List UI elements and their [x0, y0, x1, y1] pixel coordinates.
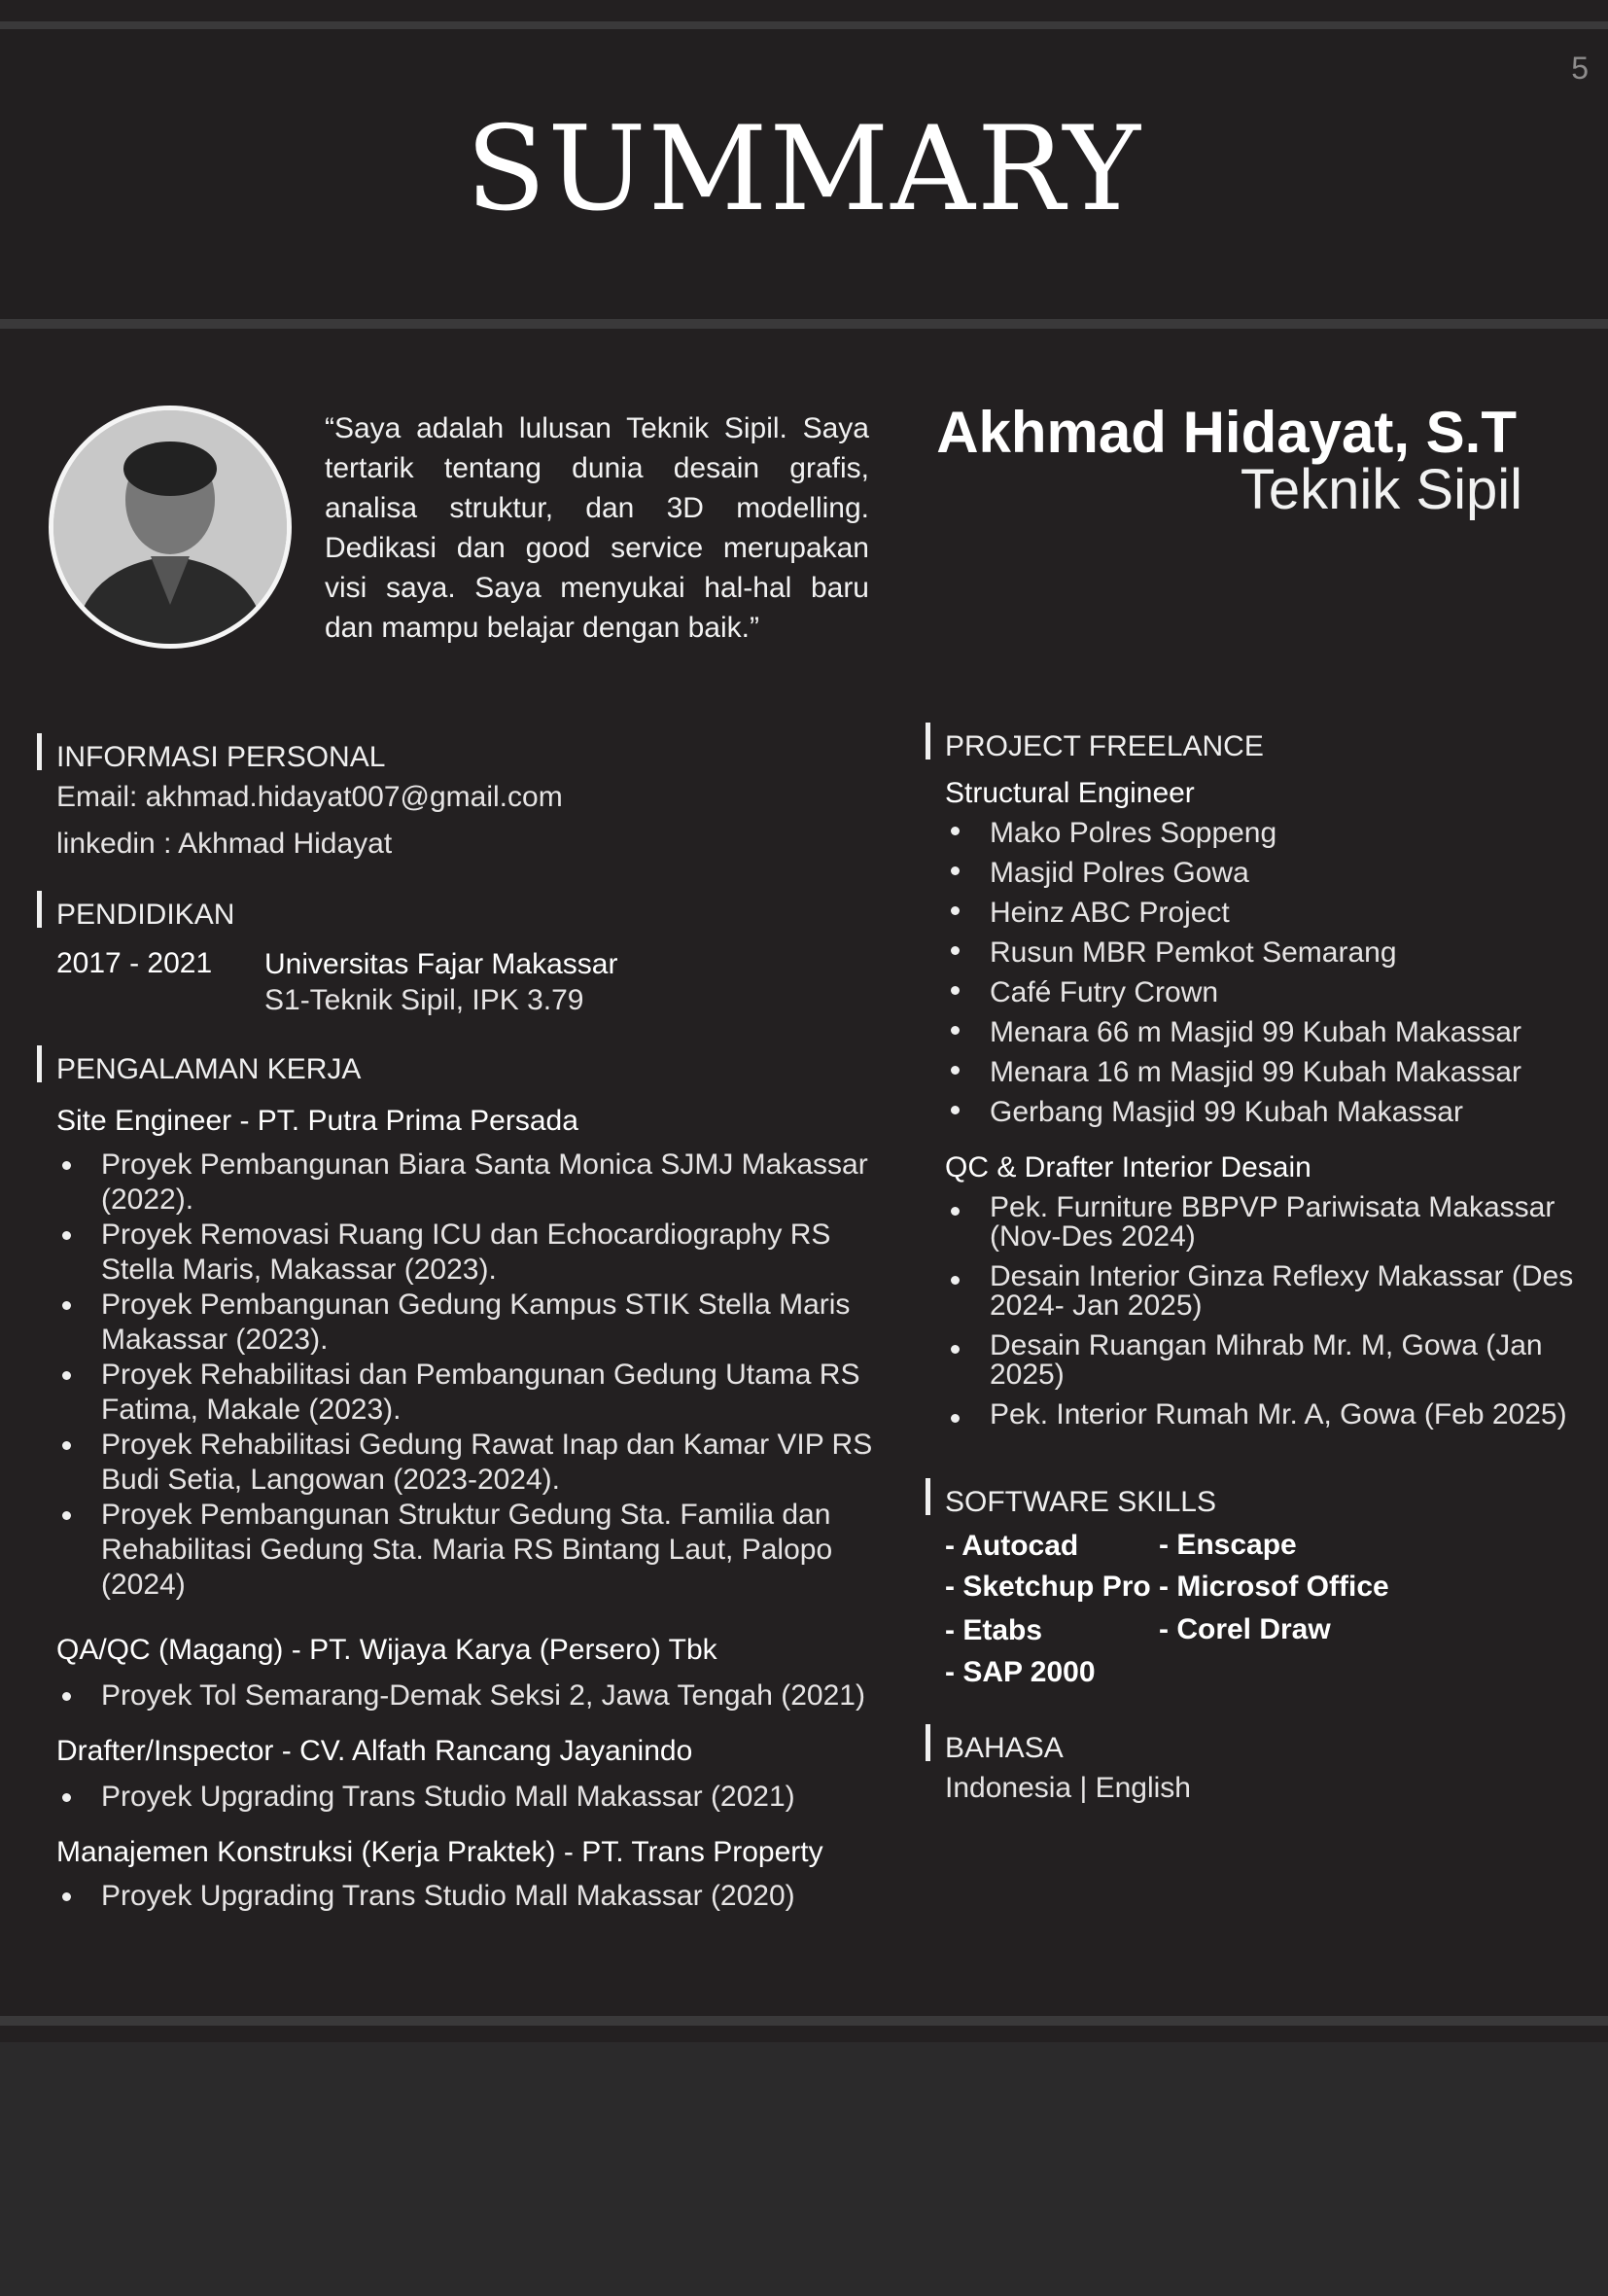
list-item: Menara 66 m Masjid 99 Kubah Makassar: [945, 1012, 1521, 1052]
structural-projects: [945, 813, 1521, 1132]
list-item: Proyek Tol Semarang-Demak Seksi 2, Jawa Tengah (2021): [56, 1678, 865, 1713]
skill-item: - Corel Draw: [1159, 1613, 1331, 1645]
list-item: Rusun MBR Pemkot Semarang: [945, 933, 1521, 972]
top-divider: [0, 21, 1608, 29]
list-item: Mako Polres Soppeng: [945, 813, 1521, 853]
skill-item: - Autocad: [945, 1530, 1079, 1562]
list-item: Fatima, Makale (2023).: [101, 1394, 402, 1426]
education-heading: PENDIDIKAN: [37, 899, 234, 932]
avatar: [49, 406, 292, 649]
education-degree: S1-Teknik Sipil, IPK 3.79: [264, 984, 584, 1016]
job-title: QA/QC (Magang) - PT. Wijaya Karya (Persero) Tbk: [56, 1634, 717, 1666]
job-projects: [56, 1678, 865, 1713]
skill-item: - Enscape: [1159, 1529, 1297, 1561]
linkedin-text: linkedin : Akhmad Hidayat: [56, 828, 393, 860]
page-title: SUMMARY: [466, 102, 1142, 237]
list-item: Café Futry Crown: [945, 972, 1521, 1012]
list-item: Gerbang Masjid 99 Kubah Makassar: [945, 1092, 1521, 1132]
list-item: Pek. Furniture BBPVP Pariwisata Makassar: [945, 1193, 1573, 1222]
interior-projects: [945, 1193, 1573, 1440]
header-divider: [0, 319, 1608, 329]
list-item: Desain Ruangan Mihrab Mr. M, Gowa (Jan: [945, 1331, 1573, 1360]
job-title: Drafter/Inspector - CV. Alfath Rancang Jayanindo: [56, 1735, 693, 1767]
list-item: Makassar (2023).: [101, 1324, 329, 1356]
software-heading: SOFTWARE SKILLS: [926, 1486, 1216, 1519]
job-projects: [56, 1780, 795, 1815]
page-number: 5: [1571, 51, 1589, 86]
list-item: (2022).: [101, 1183, 194, 1216]
profile-name: Akhmad Hidayat, S.T: [936, 400, 1517, 465]
skill-item: - Sketchup Pro: [945, 1571, 1151, 1603]
list-item: Proyek Pembangunan Biara Santa Monica SJMJ Makassar: [56, 1148, 872, 1183]
list-item: (2024): [101, 1569, 186, 1601]
structural-title: Structural Engineer: [945, 777, 1195, 809]
list-item: Budi Setia, Langowan (2023-2024).: [101, 1464, 561, 1496]
skill-item: - Etabs: [945, 1614, 1043, 1646]
list-item: Proyek Upgrading Trans Studio Mall Makassar (2020): [56, 1879, 795, 1914]
bottom-band: [0, 2042, 1608, 2296]
list-item: Proyek Rehabilitasi Gedung Rawat Inap dan Kamar VIP RS: [56, 1428, 872, 1463]
email-text: Email: akhmad.hidayat007@gmail.com: [56, 781, 563, 813]
experience-heading: PENGALAMAN KERJA: [37, 1053, 361, 1086]
skill-item: - SAP 2000: [945, 1656, 1096, 1688]
profile-role: Teknik Sipil: [1240, 458, 1522, 521]
language-value: Indonesia | English: [945, 1772, 1191, 1804]
job-title: Site Engineer - PT. Putra Prima Persada: [56, 1105, 578, 1137]
list-item: (Nov-Des 2024): [990, 1220, 1196, 1253]
person-photo-icon: [53, 410, 287, 644]
education-school: Universitas Fajar Makassar: [264, 948, 618, 980]
list-item: Rehabilitasi Gedung Sta. Maria RS Bintang Laut, Palopo: [101, 1534, 833, 1566]
list-item: Proyek Rehabilitasi dan Pembangunan Gedung Utama RS: [56, 1358, 872, 1393]
job-title: Manajemen Konstruksi (Kerja Praktek) - PT. Trans Property: [56, 1836, 823, 1868]
list-item: Proyek Removasi Ruang ICU dan Echocardiography RS: [56, 1218, 872, 1253]
list-item: Proyek Pembangunan Gedung Kampus STIK Stella Maris: [56, 1288, 872, 1323]
list-item: Proyek Pembangunan Struktur Gedung Sta. Familia dan: [56, 1498, 872, 1533]
list-item: Proyek Upgrading Trans Studio Mall Makassar (2021): [56, 1780, 795, 1815]
list-item: Heinz ABC Project: [945, 893, 1521, 933]
footer-divider: [0, 2016, 1608, 2026]
list-item: Desain Interior Ginza Reflexy Makassar (Des: [945, 1262, 1573, 1291]
interior-title: QC & Drafter Interior Desain: [945, 1151, 1311, 1183]
list-item: Menara 16 m Masjid 99 Kubah Makassar: [945, 1052, 1521, 1092]
list-item: Masjid Polres Gowa: [945, 853, 1521, 893]
job-projects: [56, 1148, 872, 1603]
education-years: 2017 - 2021: [56, 947, 213, 979]
freelance-heading: PROJECT FREELANCE: [926, 730, 1264, 763]
skill-item: - Microsof Office: [1159, 1571, 1389, 1603]
list-item: 2024- Jan 2025): [990, 1289, 1203, 1322]
list-item: 2025): [990, 1359, 1065, 1391]
language-heading: BAHASA: [926, 1732, 1064, 1765]
profile-quote: “Saya adalah lulusan Teknik Sipil. Saya tertarik tentang dunia desain grafis, analisa struktur, dan 3D modelling. Dedikasi dan good service merupakan visi saya. Saya menyukai hal-hal baru dan mampu belajar dengan baik.”: [325, 412, 869, 644]
list-item: Stella Maris, Makassar (2023).: [101, 1254, 497, 1286]
personal-heading: INFORMASI PERSONAL: [37, 741, 385, 774]
list-item: Pek. Interior Rumah Mr. A, Gowa (Feb 2025): [945, 1400, 1573, 1430]
job-projects: [56, 1879, 795, 1914]
